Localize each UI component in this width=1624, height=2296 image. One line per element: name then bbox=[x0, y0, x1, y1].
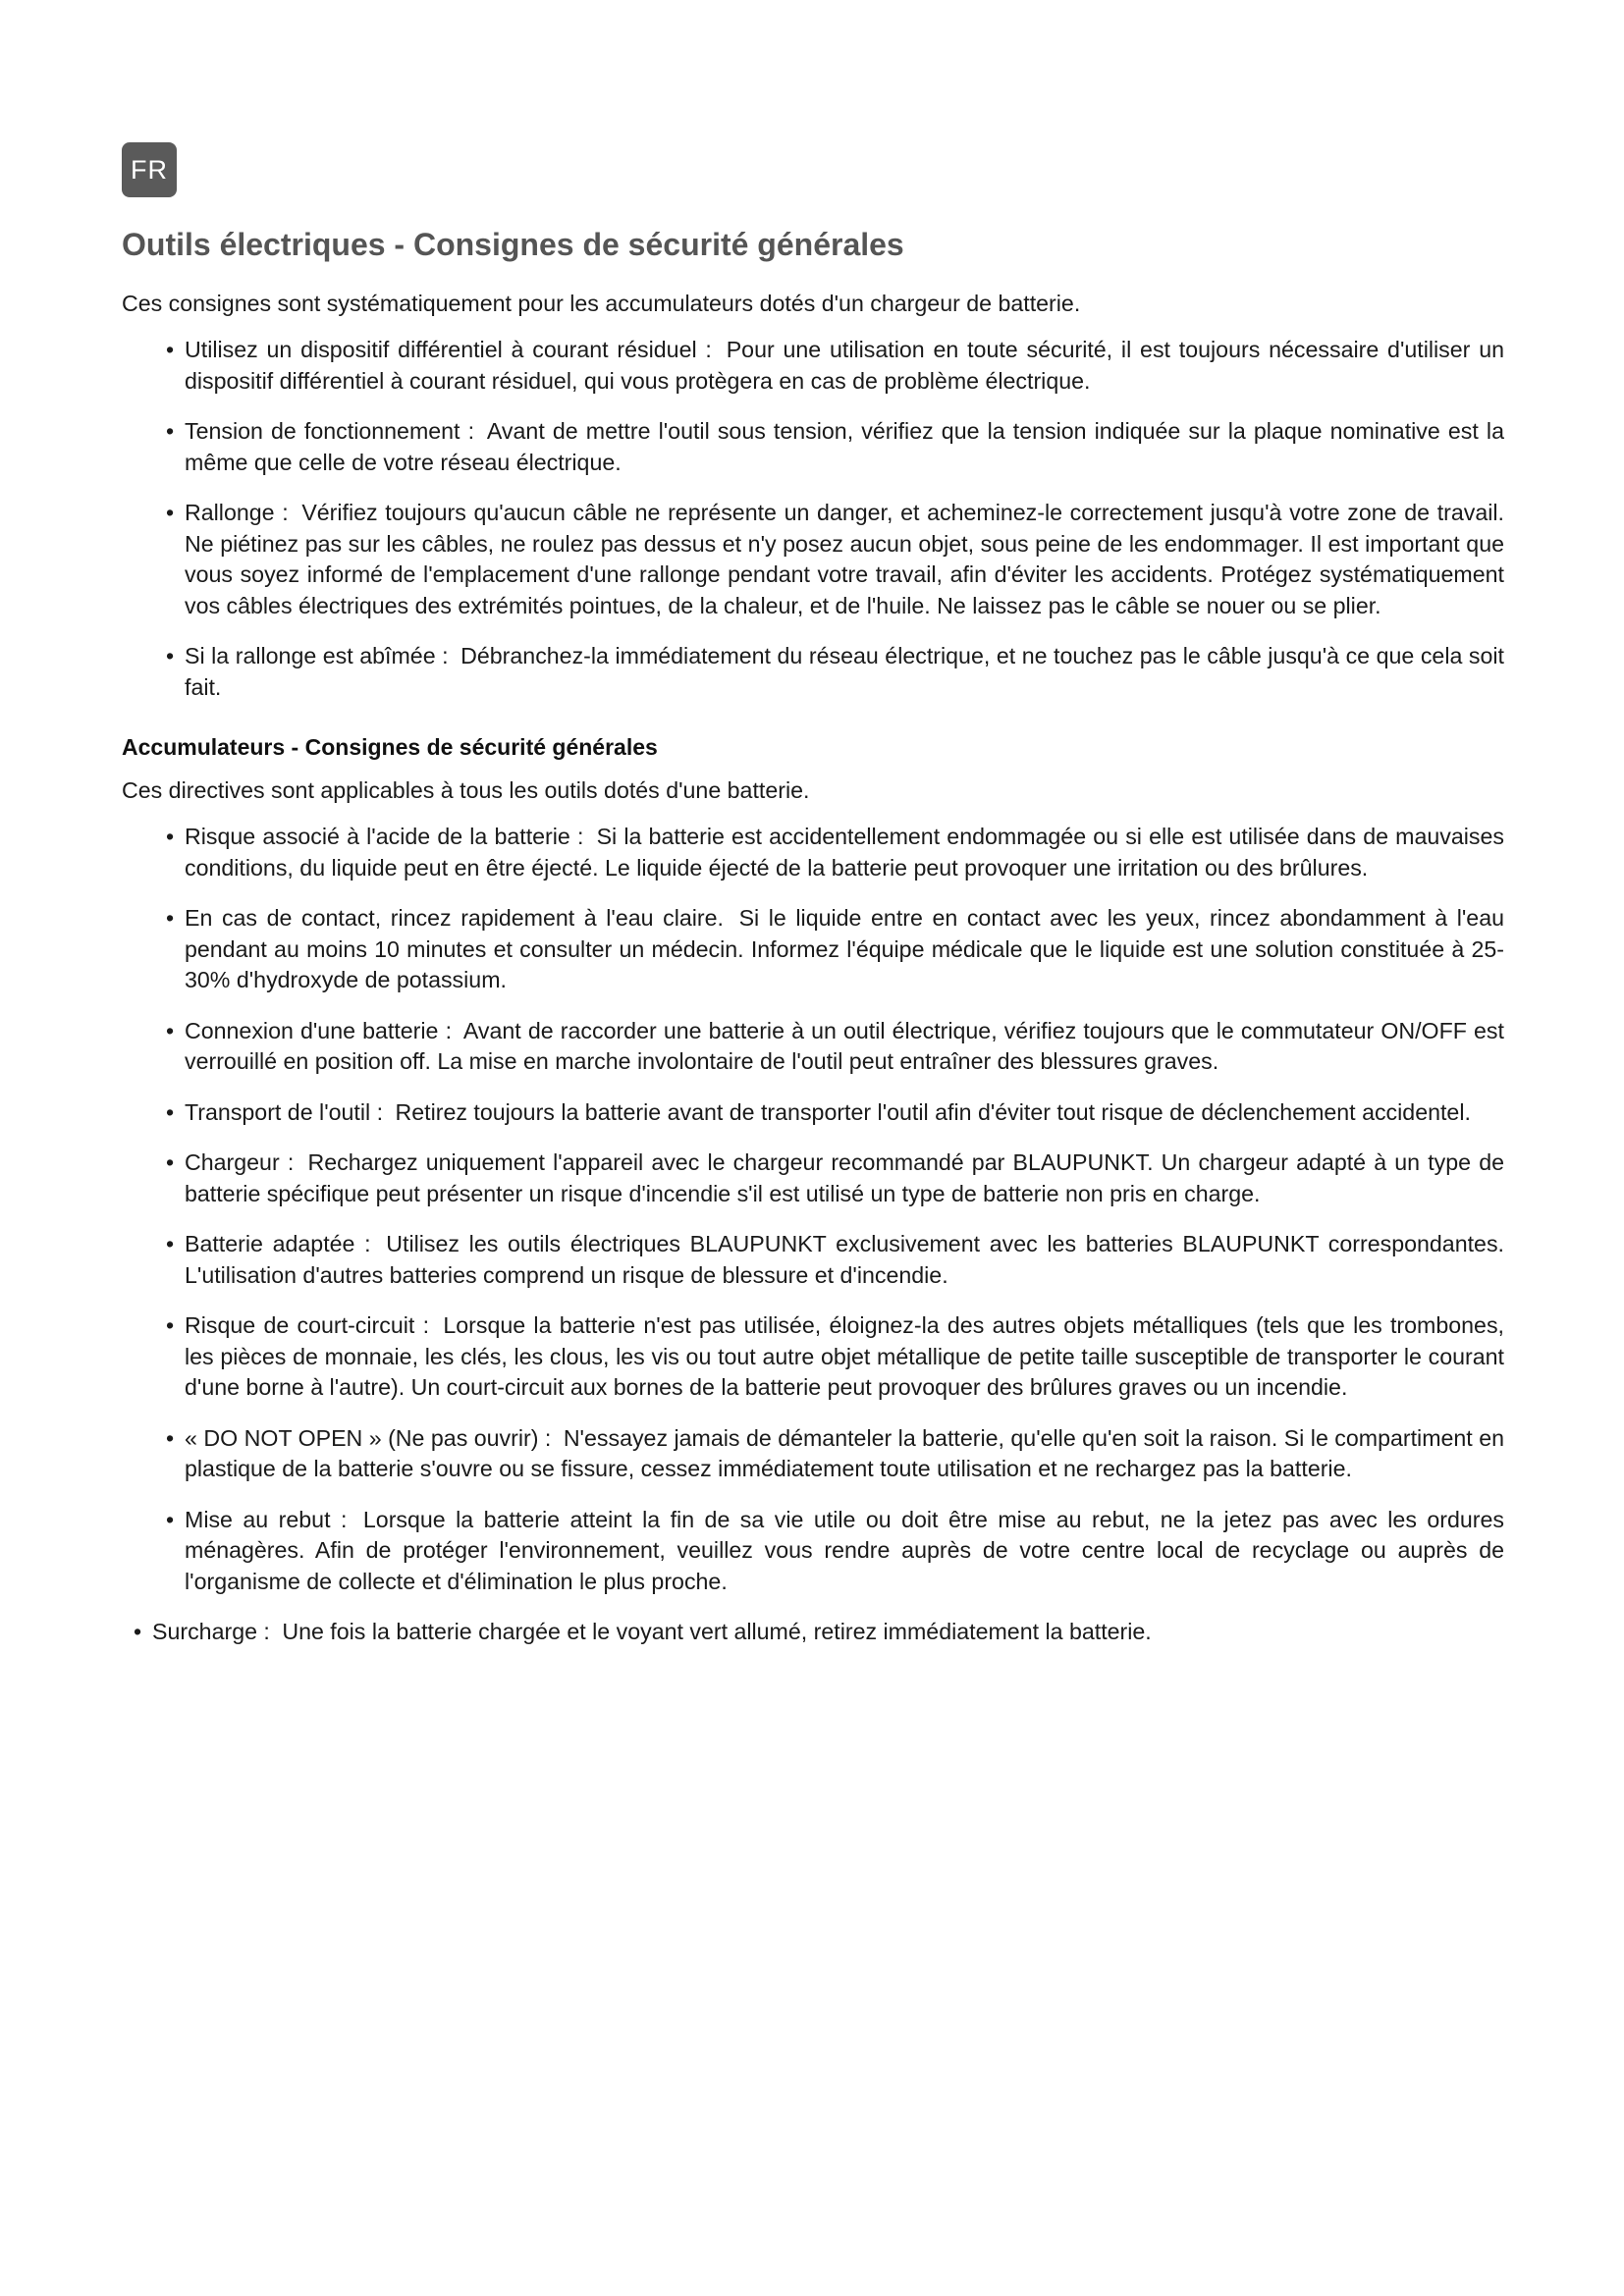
bullet-icon: • bbox=[166, 1424, 175, 1451]
item-term: « DO NOT OPEN » (Ne pas ouvrir) : bbox=[185, 1424, 552, 1451]
bullet-icon: • bbox=[166, 1312, 175, 1338]
list-item bbox=[166, 1310, 1504, 1404]
item-text: Avant de mettre l'outil sous tension, vérifiez que la tension indiquée sur la plaque nominative est la même que celle de votre réseau électrique. bbox=[185, 418, 1504, 475]
bullet-icon: • bbox=[166, 643, 175, 668]
bullet-icon: • bbox=[166, 1506, 175, 1532]
list-item bbox=[166, 1097, 1504, 1129]
section1-list bbox=[122, 335, 1504, 703]
item-term: Si la rallonge est abîmée : bbox=[185, 643, 449, 668]
page-title: Outils électriques - Consignes de sécurité générales bbox=[122, 227, 904, 262]
bullet-icon: • bbox=[166, 418, 175, 444]
item-text: Lorsque la batterie n'est pas utilisée, éloignez-la des autres objets métalliques (tels que les trombones, les pièces de monnaie, les clés, les clous, les vis ou tout autre objet métallique de petite taille susceptible de transporter le courant d'une borne à l'autre). Un court-circuit aux bornes de la batterie peut provoquer des brûlures graves ou un incendie. bbox=[185, 1312, 1504, 1400]
item-text: Lorsque la batterie atteint la fin de sa vie utile ou doit être mise au rebut, ne la jetez pas avec les ordures ménagères. Afin de protéger l'environnement, veuillez vous rendre auprès de votre centre local de recyclage ou auprès de l'organisme de collecte et d'élimination le plus proche. bbox=[185, 1506, 1504, 1594]
bullet-icon: • bbox=[166, 824, 175, 849]
item-text: Pour une utilisation en toute sécurité, il est toujours nécessaire d'utiliser un dispositif différentiel à courant résiduel, qui vous protègera en cas de problème électrique. bbox=[185, 337, 1504, 394]
bullet-icon: • bbox=[166, 1017, 175, 1043]
item-term: Chargeur : bbox=[185, 1149, 295, 1175]
list-item bbox=[166, 1423, 1504, 1485]
list-item bbox=[166, 822, 1504, 883]
list-item bbox=[166, 1229, 1504, 1291]
bullet-icon: • bbox=[166, 500, 175, 525]
item-term: Risque de court-circuit : bbox=[185, 1312, 430, 1338]
item-term: En cas de contact, rincez rapidement à l'eau claire. bbox=[185, 905, 724, 931]
bullet-icon: • bbox=[166, 1231, 175, 1256]
item-text: Si le liquide entre en contact avec les yeux, rincez abondamment à l'eau pendant au moins 10 minutes et consulter un médecin. Informez l'équipe médicale que le liquide est une solution constituée à 25-30% d'hydroxyde de potassium. bbox=[185, 905, 1504, 992]
item-text: Utilisez les outils électriques BLAUPUNKT exclusivement avec les batteries BLAUPUNKT correspondantes. L'utilisation d'autres batteries comprend un risque de blessure et d'incendie. bbox=[185, 1231, 1504, 1288]
item-text: Une fois la batterie chargée et le voyant vert allumé, retirez immédiatement la batterie. bbox=[282, 1619, 1152, 1644]
list-item bbox=[166, 1016, 1504, 1078]
list-item bbox=[166, 335, 1504, 397]
item-text: Si la batterie est accidentellement endommagée ou si elle est utilisée dans de mauvaises conditions, du liquide peut en être éjecté. Le liquide éjecté de la batterie peut provoquer une irritation ou des brûlures. bbox=[185, 824, 1504, 881]
section2-final-list bbox=[122, 1617, 1504, 1648]
bullet-icon: • bbox=[166, 1149, 175, 1175]
list-item bbox=[166, 1505, 1504, 1598]
section2-heading: Accumulateurs - Consignes de sécurité générales bbox=[122, 734, 658, 760]
item-term: Rallonge : bbox=[185, 500, 289, 525]
list-item bbox=[166, 416, 1504, 478]
item-term: Utilisez un dispositif différentiel à courant résiduel : bbox=[185, 337, 712, 362]
item-text: Rechargez uniquement l'appareil avec le chargeur recommandé par BLAUPUNKT. Un chargeur adapté à un type de batterie spécifique peut présenter un risque d'incendie s'il est utilisé un type de batterie non pris en charge. bbox=[185, 1149, 1504, 1206]
section2-intro: Ces directives sont applicables à tous les outils dotés d'une batterie. bbox=[122, 777, 810, 803]
item-term: Connexion d'une batterie : bbox=[185, 1017, 453, 1043]
item-term: Risque associé à l'acide de la batterie : bbox=[185, 824, 584, 849]
list-item bbox=[166, 903, 1504, 996]
item-term: Surcharge : bbox=[152, 1619, 270, 1644]
item-term: Mise au rebut : bbox=[185, 1506, 348, 1532]
bullet-icon: • bbox=[134, 1619, 142, 1644]
item-text: Avant de raccorder une batterie à un outil électrique, vérifiez toujours que le commutateur ON/OFF est verrouillé en position off. La mise en marche involontaire de l'outil peut entraîner des blessures graves. bbox=[185, 1017, 1504, 1074]
item-term: Tension de fonctionnement : bbox=[185, 418, 475, 444]
bullet-icon: • bbox=[166, 337, 175, 362]
bullet-icon: • bbox=[166, 1098, 175, 1125]
section2-list bbox=[122, 822, 1504, 1597]
list-item bbox=[134, 1617, 1504, 1648]
section1-intro: Ces consignes sont systématiquement pour les accumulateurs dotés d'un chargeur de batterie. bbox=[122, 291, 1081, 316]
item-text: Vérifiez toujours qu'aucun câble ne représente un danger, et acheminez-le correctement jusqu'à votre zone de travail. Ne piétinez pas sur les câbles, ne roulez pas dessus et n'y posez aucun objet, sous peine de les endommager. Il est important que vous soyez informé de l'emplacement d'une rallonge pendant votre travail, afin d'éviter les accidents. Protégez systématiquement vos câbles électriques des extrémités pointues, de la chaleur, et de l'huile. Ne laissez pas le câble se nouer ou se plier. bbox=[185, 500, 1504, 618]
list-item bbox=[166, 641, 1504, 703]
item-text: Débranchez-la immédiatement du réseau électrique, et ne touchez pas le câble jusqu'à ce que cela soit fait. bbox=[185, 643, 1504, 700]
item-text: Retirez toujours la batterie avant de transporter l'outil afin d'éviter tout risque de déclenchement accidentel. bbox=[395, 1098, 1471, 1125]
bullet-icon: • bbox=[166, 905, 175, 931]
language-code: FR bbox=[131, 154, 168, 185]
language-badge bbox=[122, 142, 177, 197]
item-term: Transport de l'outil : bbox=[185, 1098, 384, 1125]
document-body bbox=[122, 222, 1504, 1668]
list-item bbox=[166, 1148, 1504, 1209]
item-text: N'essayez jamais de démanteler la batterie, qu'elle qu'en soit la raison. Si le compartiment en plastique de la batterie s'ouvre ou se fissure, cessez immédiatement toute utilisation et ne rechargez pas la batterie. bbox=[185, 1424, 1504, 1481]
list-item bbox=[166, 498, 1504, 621]
item-term: Batterie adaptée : bbox=[185, 1231, 371, 1256]
